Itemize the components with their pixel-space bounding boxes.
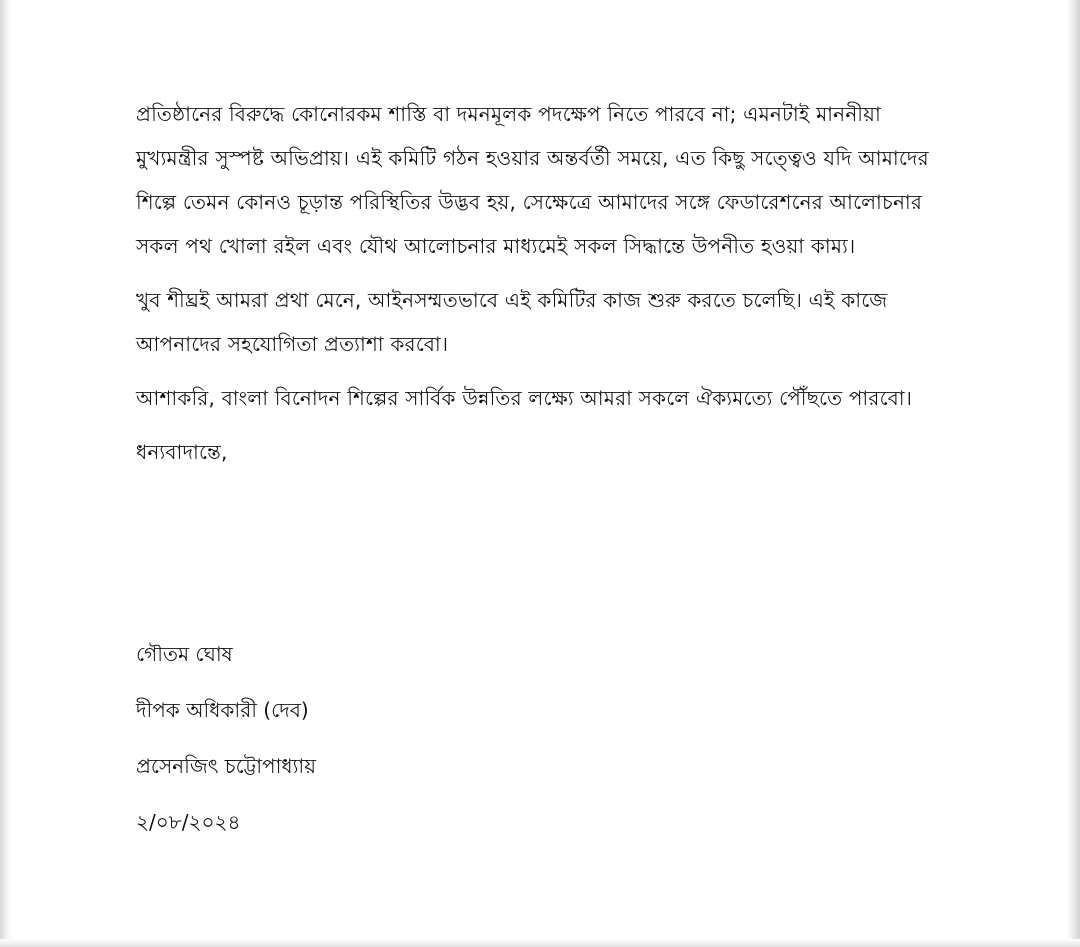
signatory-list [136, 632, 736, 844]
page-shadow-right [1066, 0, 1080, 947]
signatory-name: দীপক অধিকারী (দেব) [136, 698, 309, 722]
signatory-name: গৌতম ঘোষ [136, 642, 233, 666]
letter-body [136, 92, 948, 474]
signatory-name: প্রসেনজিৎ চট্টোপাধ্যায় [136, 754, 316, 778]
page-shadow-bottom [0, 939, 1080, 947]
letter-paragraph-2: খুব শীঘ্রই আমরা প্রথা মেনে, আইনসম্মতভাবে এই কমিটির কাজ শুরু করতে চলেছি। এই কাজে আপনাদের সহযোগিতা প্রত্যাশা করবো। [136, 288, 888, 356]
letter-paragraph-3: আশাকরি, বাংলা বিনোদন শিল্পের সার্বিক উন্নতির লক্ষ্যে আমরা সকলে ঐক্যমত্যে পৌঁছতে পারবো। [136, 386, 913, 410]
sign-off: ধন্যবাদান্তে, [136, 440, 228, 464]
page-shadow-left [0, 0, 12, 947]
letter-date: ২/০৮/২০২৪ [136, 810, 241, 834]
letter-paragraph-1: প্রতিষ্ঠানের বিরুদ্ধে কোনোরকম শাস্তি বা দমনমূলক পদক্ষেপ নিতে পারবে না; এমনটাই মাননীয়া মুখ্যমন্ত্রীর সুস্পষ্ট অভিপ্রায়। এই কমিটি গঠন হওয়ার অন্তর্বর্তী সময়ে, এত কিছু সত্ত্বেও যদি আমাদের শিল্পে তেমন কোনও চূড়ান্ত পরিস্থিতির উদ্ভব হয়, সেক্ষেত্রে আমাদের সঙ্গে ফেডারেশনের আলোচনার সকল পথ খোলা রইল এবং যৌথ আলোচনার মাধ্যমেই সকল সিদ্ধান্তে উপনীত হওয়া কাম্য। [136, 102, 929, 258]
